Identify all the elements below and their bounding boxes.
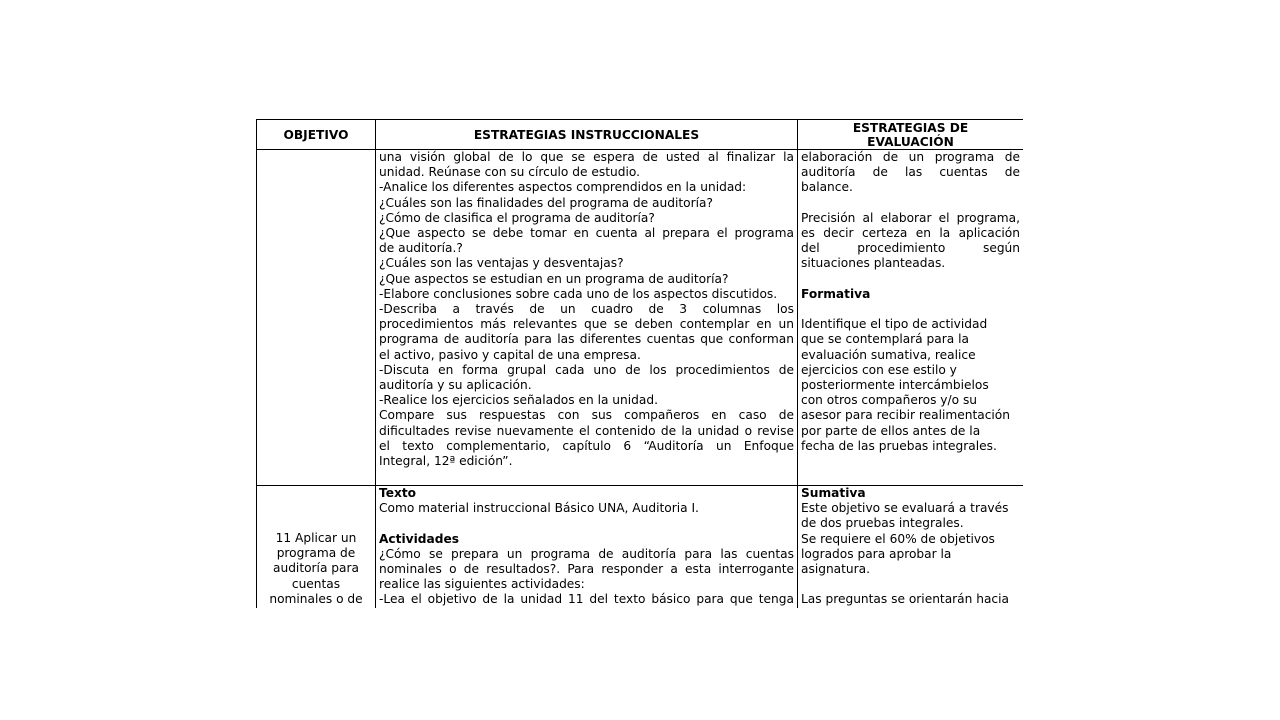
text-line: que se contemplará para la — [801, 332, 969, 347]
blank-line — [801, 302, 1020, 317]
row1-objetivo-cell — [257, 150, 376, 486]
row2-objetivo-cell — [257, 486, 376, 609]
text-line: es decir certeza en la aplicación — [801, 226, 1020, 240]
text-line: logrados para aprobar la — [801, 546, 952, 561]
text-line: elaboración de un programa de — [801, 150, 1020, 164]
text-line: auditoría y su aplicación. — [379, 378, 532, 393]
text-line: Precisión al elaborar el programa, — [801, 210, 1020, 225]
header-evaluacion-line2: EVALUACIÓN — [867, 134, 954, 149]
header-estrategias-instruccionales: ESTRATEGIAS INSTRUCCIONALES — [376, 120, 798, 150]
blank-line — [801, 196, 1020, 211]
table-row — [257, 150, 1024, 486]
header-estrategias-evaluacion — [798, 120, 1024, 150]
objetivo-text-line: cuentas — [291, 576, 341, 591]
text-line: de auditoría.? — [379, 241, 463, 256]
text-line: fecha de las pruebas integrales. — [801, 438, 997, 453]
text-line: -Elabore conclusiones sobre cada uno de los aspectos discutidos. — [379, 286, 778, 301]
text-line: con otros compañeros y/o su — [801, 393, 978, 408]
section-heading: Formativa — [801, 286, 871, 301]
text-line: asesor para recibir realimentación — [801, 408, 1010, 423]
section-heading: Actividades — [379, 531, 459, 546]
text-line: una visión global de lo que se espera de usted al finalizar la — [379, 150, 794, 164]
text-line: el texto complementario, capítulo 6 “Auditoría un Enfoque — [379, 438, 794, 453]
blank-line — [801, 577, 1020, 592]
text-line: de dos pruebas integrales. — [801, 516, 964, 531]
text-line: ¿Que aspecto se debe tomar en cuenta al prepara el programa — [379, 226, 794, 241]
text-line: realice las siguientes actividades: — [379, 577, 585, 592]
text-line: auditoría de las cuentas de — [801, 165, 1020, 180]
row2-evaluacion-cell — [798, 486, 1024, 609]
table-row — [257, 486, 1024, 609]
section-heading: Sumativa — [801, 486, 866, 500]
text-line: Integral, 12ª edición”. — [379, 454, 513, 469]
row2-instruccionales-cell — [376, 486, 798, 609]
text-line: dificultades revise nuevamente el contenido de la unidad o revise — [379, 423, 794, 438]
text-line: -Describa a través de un cuadro de 3 columnas los — [379, 302, 794, 317]
objetivo-text-line: programa de — [276, 546, 356, 561]
text-line: unidad. Reúnase con su círculo de estudio. — [379, 165, 640, 180]
text-line: ejercicios con ese estilo y — [801, 362, 957, 377]
text-line: por parte de ellos antes de la — [801, 423, 981, 438]
text-line: del procedimiento según — [801, 241, 1020, 256]
text-line: -Analice los diferentes aspectos comprendidos en la unidad: — [379, 180, 747, 195]
text-line: posteriormente intercámbielos — [801, 378, 989, 392]
text-line: balance. — [801, 180, 853, 195]
blank-line — [801, 272, 1020, 287]
text-line: -Realice los ejercicios señalados en la unidad. — [379, 393, 658, 408]
table-header-row — [257, 120, 1024, 150]
text-line: ¿Cómo se prepara un programa de auditoría para las cuentas — [379, 546, 794, 561]
strategies-table-wrapper — [256, 119, 1023, 608]
objetivo-text-line: 11 Aplicar un — [275, 531, 357, 545]
header-evaluacion-line1: ESTRATEGIAS DE — [852, 120, 969, 135]
row1-evaluacion-cell — [798, 150, 1024, 486]
text-line: asignatura. — [801, 562, 870, 577]
text-line: ¿Cuáles son las finalidades del programa de auditoría? — [379, 195, 713, 210]
text-line: Compare sus respuestas con sus compañeros en caso de — [379, 408, 794, 423]
text-line: Las preguntas se orientarán hacia — [801, 592, 1009, 607]
text-line: ¿Cuáles son las ventajas y desventajas? — [379, 256, 624, 271]
text-line: ¿Que aspectos se estudian en un programa de auditoría? — [379, 271, 729, 286]
text-line: Este objetivo se evaluará a través — [801, 501, 1009, 516]
section-heading: Texto — [379, 486, 417, 500]
text-line: situaciones planteadas. — [801, 256, 946, 271]
text-line: el activo, pasivo y capital de una empresa. — [379, 347, 641, 362]
text-line: -Discuta en forma grupal cada uno de los procedimientos de — [379, 362, 794, 377]
header-objetivo: OBJETIVO — [257, 120, 376, 150]
text-line: Identifique el tipo de actividad — [801, 317, 988, 332]
text-line: ¿Cómo de clasifica el programa de auditoría? — [379, 210, 655, 225]
strategies-table — [256, 119, 1023, 608]
text-line: -Lea el objetivo de la unidad 11 del texto básico para que tenga — [379, 592, 794, 607]
objetivo-text-line: nominales o de — [269, 591, 363, 606]
text-line: nominales o de resultados?. Para responder a esta interrogante — [379, 562, 794, 576]
row1-instruccionales-cell — [376, 150, 798, 486]
text-line: procedimientos más relevantes que se deben contemplar en un — [379, 317, 794, 332]
text-line: Como material instruccional Básico UNA, Auditoria I. — [379, 501, 699, 516]
text-line: programa de auditoría para las diferentes cuentas que conforman — [379, 332, 794, 347]
text-line: Se requiere el 60% de objetivos — [801, 531, 995, 546]
text-line: evaluación sumativa, realice — [801, 347, 976, 362]
objetivo-text-line: auditoría para — [273, 561, 359, 576]
blank-line — [379, 516, 794, 531]
